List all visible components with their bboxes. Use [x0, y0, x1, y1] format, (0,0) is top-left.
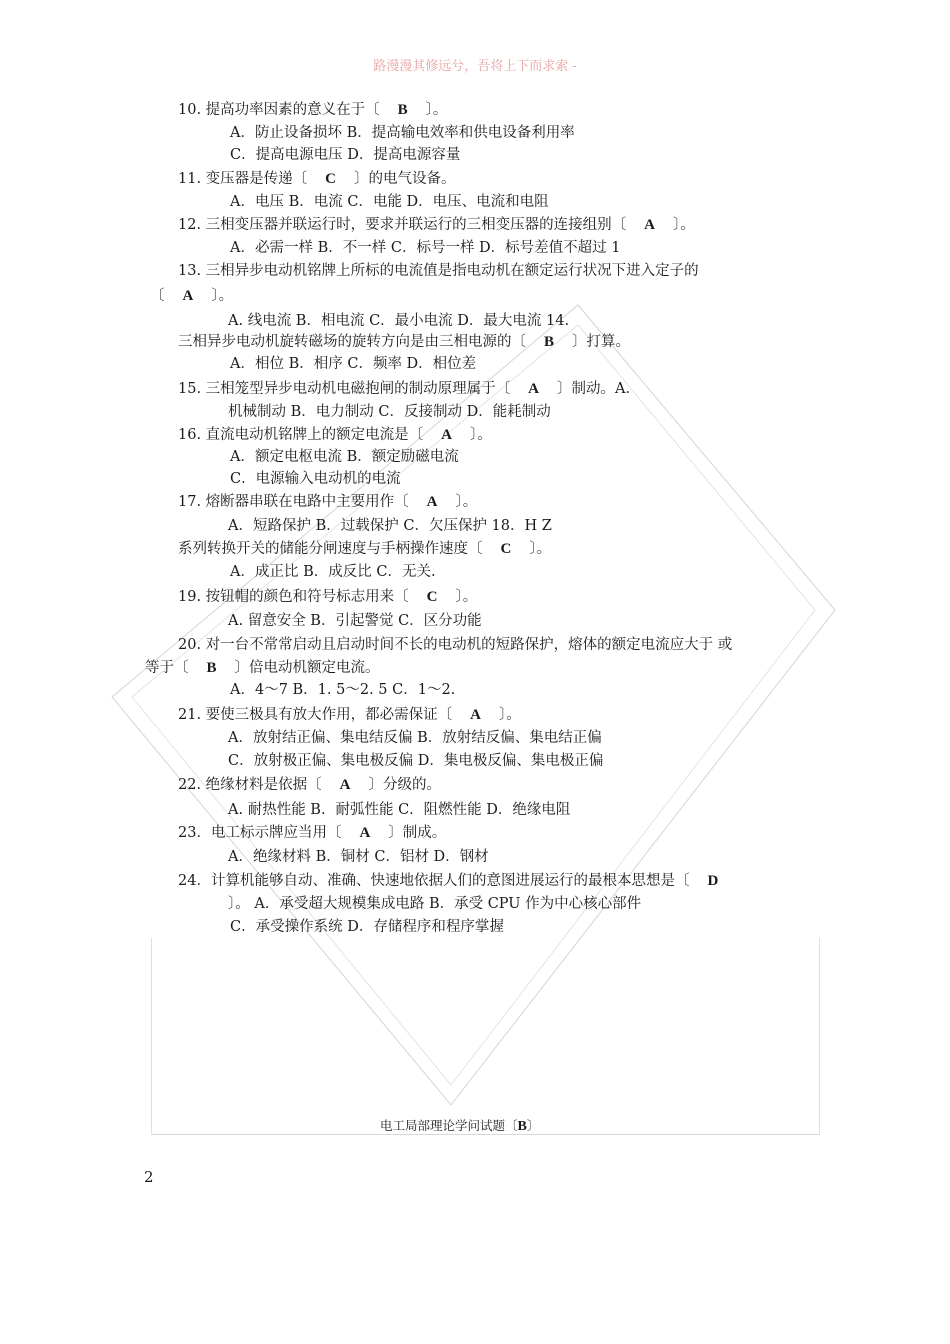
question-line: [178, 425, 492, 445]
line-text: 24．计算机能够自动、准确、快速地依据人们的意图进展运行的最根本思想是〔: [178, 873, 690, 889]
question-line: [178, 775, 441, 795]
footer-title-text: 电工局部理论学问试题〔: [380, 1118, 518, 1133]
question-line: [230, 562, 436, 582]
line-text: 〕。: [455, 494, 478, 510]
line-text: 〕倍电动机额定电流。: [234, 660, 380, 676]
answer-letter: A: [441, 427, 453, 443]
question-line: [228, 311, 569, 331]
line-text: 15. 三相笼型异步电动机电磁抱闸的制动原理属于〔: [178, 381, 511, 397]
line-text: 10. 提高功率因素的意义在于〔: [178, 102, 380, 118]
line-text: A．4～7 B．1. 5～2. 5 C．1～2.: [230, 682, 456, 698]
line-text: 〕。: [673, 217, 695, 233]
question-line: [178, 332, 630, 352]
line-text: C．电源输入电动机的电流: [230, 471, 401, 487]
question-line: [230, 123, 575, 143]
answer-letter: C: [500, 541, 512, 557]
question-line: [228, 611, 482, 631]
line-text: 三相异步电动机旋转磁场的旋转方向是由三相电源的〔: [178, 334, 526, 350]
line-text: 机械制动 B．电力制动 C．反接制动 D．能耗制动: [228, 404, 551, 420]
line-text: 12. 三相变压器并联运行时，要求并联运行的三相变压器的连接组别〔: [178, 217, 627, 233]
question-line: [178, 823, 446, 843]
question-line: [145, 658, 380, 678]
line-text: A．相位 B．相序 C．频率 D．相位差: [230, 356, 477, 372]
line-text: A．短路保护 B．过载保护 C．欠压保护 18．H Z: [228, 518, 552, 534]
question-line: [178, 215, 695, 235]
question-line: [178, 492, 477, 512]
answer-letter: A: [470, 707, 482, 723]
header-motto: 路漫漫其修远兮，吾将上下而求索 -: [373, 59, 577, 74]
line-text: 〕分级的。: [368, 777, 442, 793]
line-text: C．提高电源电压 D．提高电源容量: [230, 147, 461, 163]
question-line: [228, 800, 570, 820]
answer-box: [151, 938, 820, 1135]
answer-letter: B: [206, 660, 217, 676]
answer-letter: A: [182, 288, 194, 304]
question-line: [230, 447, 459, 467]
question-line: [150, 286, 233, 306]
question-line: [178, 539, 551, 559]
question-line: [178, 705, 521, 725]
answer-letter: B: [544, 334, 555, 350]
line-text: 20. 对一台不常常启动且启动时间不长的电动机的短路保护，熔体的额定电流应大于 或: [178, 637, 733, 653]
line-text: 19. 按钮帽的颜色和符号标志用来〔: [178, 589, 409, 605]
line-text: A．额定电枢电流 B．额定励磁电流: [230, 449, 459, 465]
line-text: A．放射结正偏、集电结反偏 B．放射结反偏、集电结正偏: [228, 730, 602, 746]
question-line: [230, 238, 621, 258]
footer-close: 〕: [526, 1118, 540, 1133]
line-text: 17. 熔断器串联在电路中主要用作〔: [178, 494, 409, 510]
line-text: A．绝缘材料 B．铜材 C．铝材 D．钢材: [228, 849, 489, 865]
question-line: [230, 680, 455, 700]
line-text: 系列转换开关的储能分闸速度与手柄操作速度〔: [178, 541, 483, 557]
question-line: [178, 871, 736, 891]
line-text: 〕的电气设备。: [354, 171, 456, 187]
question-line: [228, 516, 552, 536]
question-line: [228, 728, 602, 748]
answer-letter: D: [707, 873, 719, 889]
question-line: [230, 192, 549, 212]
line-text: 16. 直流电动机铭牌上的额定电流是〔: [178, 427, 424, 443]
question-line: [178, 261, 699, 281]
line-text: 22. 绝缘材料是依据〔: [178, 777, 322, 793]
answer-letter: C: [426, 589, 438, 605]
answer-letter: A: [339, 777, 351, 793]
answer-letter: A: [528, 381, 540, 397]
line-text: 〕。: [211, 288, 234, 304]
line-text: C．放射极正偏、集电极反偏 D．集电极反偏、集电极正偏: [228, 753, 604, 769]
line-text: A. 留意安全 B．引起警觉 C．区分功能: [228, 613, 482, 629]
line-text: C．承受操作系统 D．存储程序和程序掌握: [230, 919, 504, 935]
line-text: A．电压 B．电流 C．电能 D．电压、电流和电阻: [230, 194, 549, 210]
line-text: A. 耐热性能 B．耐弧性能 C．阻燃性能 D．绝缘电阻: [228, 802, 571, 818]
line-text: 〕。: [499, 707, 521, 723]
answer-letter: A: [426, 494, 438, 510]
question-line: [230, 917, 504, 937]
question-line: [178, 100, 447, 120]
answer-letter: B: [397, 102, 408, 118]
page-number: 2: [144, 1168, 154, 1186]
question-line: [228, 847, 489, 867]
line-text: A. 线电流 B．相电流 C．最小电流 D．最大电流 14.: [228, 313, 570, 329]
question-line: [228, 751, 603, 771]
line-text: 〕。: [470, 427, 492, 443]
line-text: 11. 变压器是传递〔: [178, 171, 308, 187]
answer-letter: C: [325, 171, 337, 187]
line-text: A．必需一样 B．不一样 C．标号一样 D．标号差值不超过 1: [230, 240, 621, 256]
footer-title: [380, 1116, 539, 1135]
question-line: [228, 402, 551, 422]
question-line: [230, 469, 401, 489]
line-text: A．成正比 B．成反比 C．无关.: [230, 564, 436, 580]
question-line: [230, 354, 476, 374]
question-line: [178, 635, 732, 655]
line-text: A．防止设备损坏 B．提高输电效率和供电设备利用率: [230, 125, 575, 141]
line-text: 〕。: [529, 541, 552, 557]
question-line: [178, 587, 477, 607]
line-text: 等于〔: [145, 660, 189, 676]
line-text: 13. 三相异步电动机铭牌上所标的电流值是指电动机在额定运行状况下进入定子的: [178, 263, 699, 279]
question-line: [228, 894, 641, 914]
line-text: 〕。: [425, 102, 448, 118]
question-line: [178, 169, 456, 189]
line-text: 〕。 A．承受超大规模集成电路 B．承受 CPU 作为中心核心部件: [228, 896, 642, 912]
line-text: 〕。: [455, 589, 478, 605]
question-line: [178, 379, 640, 399]
footer-answer: B: [517, 1119, 527, 1134]
question-line: [230, 145, 460, 165]
line-text: 23．电工标示牌应当用〔: [178, 825, 342, 841]
answer-letter: A: [359, 825, 371, 841]
line-text: 〔: [150, 288, 165, 304]
answer-letter: A: [644, 217, 656, 233]
line-text: 〕打算。: [572, 334, 631, 350]
line-text: 21. 要使三极具有放大作用，都必需保证〔: [178, 707, 453, 723]
line-text: 〕制动。A．: [557, 381, 640, 397]
line-text: 〕制成。: [388, 825, 447, 841]
